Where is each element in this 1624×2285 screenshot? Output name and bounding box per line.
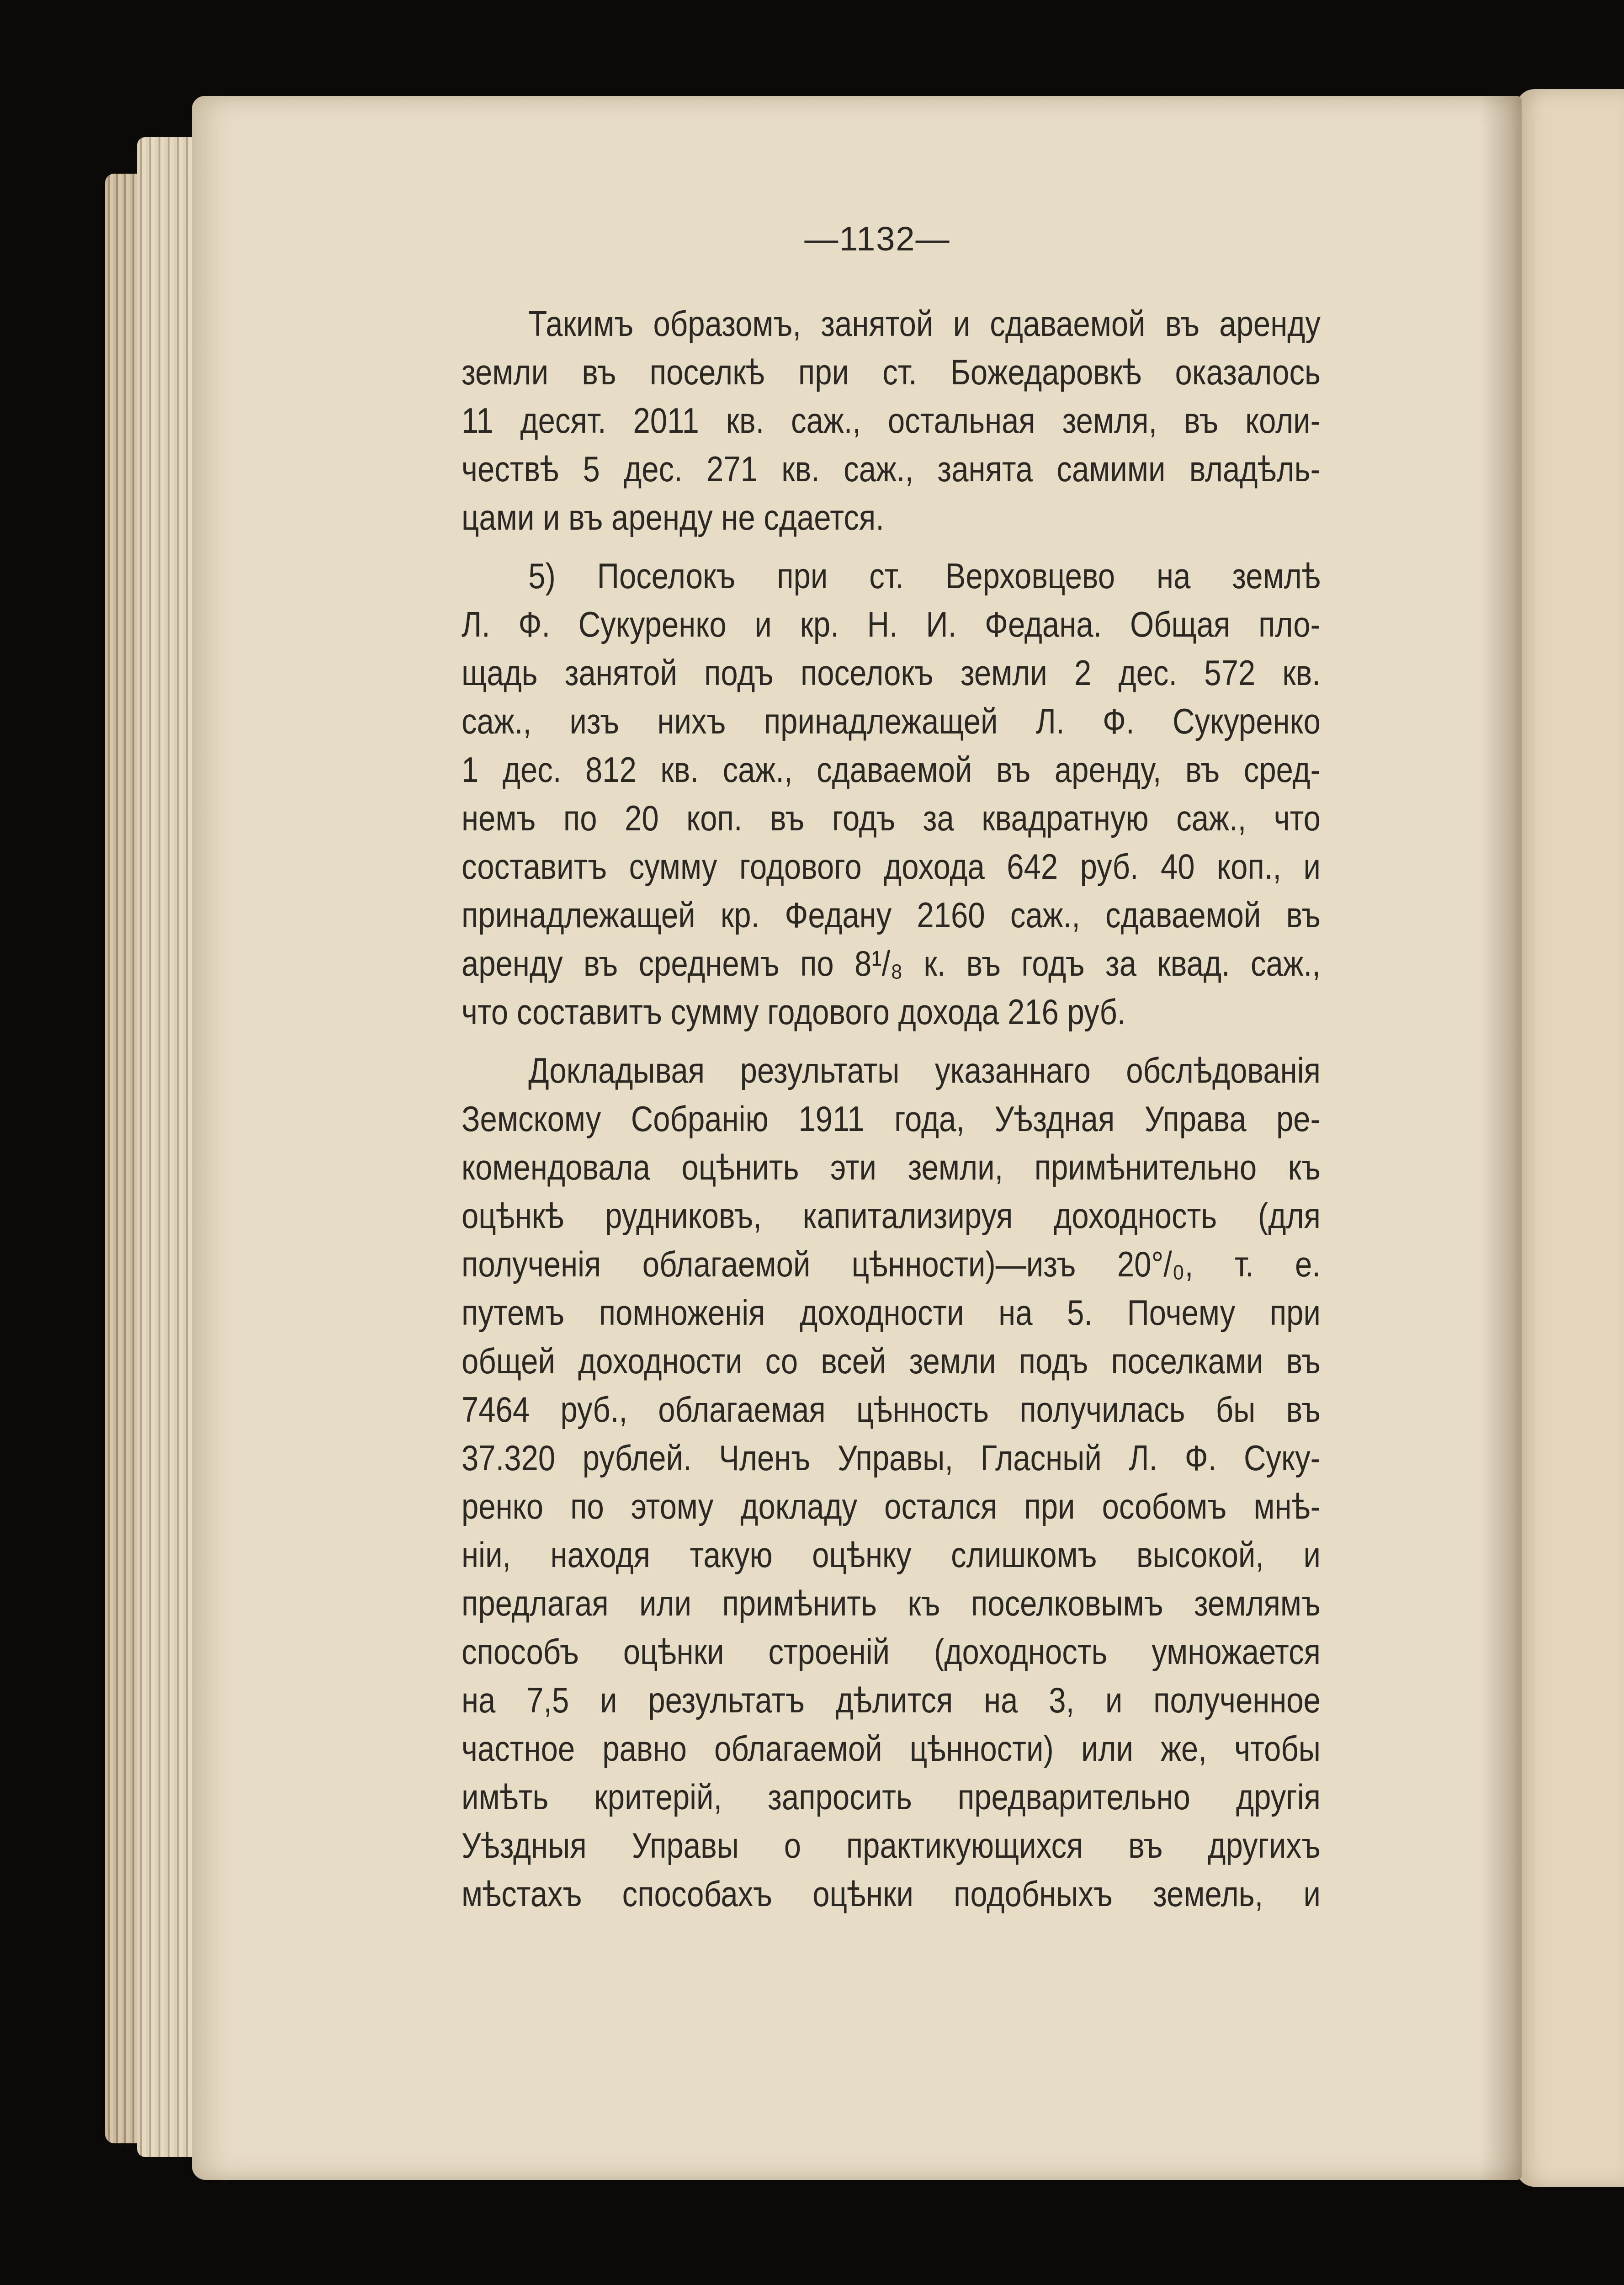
text-line: 37.320 рублей. Членъ Управы, Гласный Л. Ф. Суку- [462,1438,1321,1478]
text-line: 11 десят. 2011 кв. саж., остальная земля, въ коли- [462,400,1321,441]
paragraph-1 [462,299,1321,542]
spine-shadow [1481,96,1522,2180]
text-line: полученія облагаемой цѣнности)—изъ 20°/₀, т. е. [462,1244,1321,1284]
text-line: 1 дес. 812 кв. саж., сдаваемой въ аренду, въ сред- [462,749,1321,790]
text-line: немъ по 20 коп. въ годъ за квадратную саж., что [462,798,1321,838]
text-line: Уѣздныя Управы о практикующихся въ другихъ [462,1825,1321,1865]
text-line: принадлежащей кр. Федану 2160 саж., сдаваемой въ [462,895,1321,935]
text-line: чествѣ 5 дес. 271 кв. саж., занята самими владѣль- [462,449,1321,489]
text-line: 7464 руб., облагаемая цѣнность получилась бы въ [462,1389,1321,1429]
text-line: путемъ помноженія доходности на 5. Почему при [462,1292,1321,1333]
text-line: комендовала оцѣнить эти земли, примѣнительно къ [462,1147,1321,1187]
text-line: саж., изъ нихъ принадлежащей Л. Ф. Сукуренко [462,701,1321,741]
text-line: щадь занятой подъ поселокъ земли 2 дес. 572 кв. [462,653,1321,693]
text-line: Такимъ образомъ, занятой и сдаваемой въ аренду [528,303,1321,344]
facing-page [1516,89,1624,2187]
text-line: аренду въ среднемъ по 8¹/₈ к. въ годъ за квад. саж., [462,943,1321,983]
text-line: частное равно облагаемой цѣнности) или же, чтобы [462,1728,1321,1769]
text-line: общей доходности со всей земли подъ поселками въ [462,1341,1321,1381]
text-line: имѣть критерій, запросить предварительно другія [462,1777,1321,1817]
text-line: Л. Ф. Сукуренко и кр. Н. И. Федана. Общая пло- [462,604,1321,644]
text-line: мѣстахъ способахъ оцѣнки подобныхъ земель, и [462,1874,1321,1914]
paragraph-3 [462,1046,1321,1918]
text-line: земли въ поселкѣ при ст. Божедаровкѣ оказалось [462,352,1321,392]
text-line: оцѣнкѣ рудниковъ, капитализируя доходность (для [462,1196,1321,1236]
text-line: что составитъ сумму годового дохода 216 руб. [462,992,1126,1032]
page-text [462,299,1321,1918]
text-line: цами и въ аренду не сдается. [462,497,884,537]
text-line: Земскому Собранію 1911 года, Уѣздная Управа ре- [462,1099,1321,1139]
text-line: ренко по этому докладу остался при особомъ мнѣ- [462,1486,1321,1526]
text-line: 5) Поселокъ при ст. Верховцево на землѣ [528,556,1321,596]
text-line: Докладывая результаты указаннаго обслѣдованія [528,1050,1321,1090]
paragraph-2 [462,552,1321,1036]
text-line: ніи, находя такую оцѣнку слишкомъ высокой, и [462,1535,1321,1575]
text-line: предлагая или примѣнить къ поселковымъ землямъ [462,1583,1321,1623]
page-number: —1132— [804,220,950,258]
text-line: составитъ сумму годового дохода 642 руб. 40 коп., и [462,846,1321,887]
text-line: на 7,5 и результатъ дѣлится на 3, и полученное [462,1680,1321,1720]
text-line: способъ оцѣнки строеній (доходность умножается [462,1631,1321,1672]
